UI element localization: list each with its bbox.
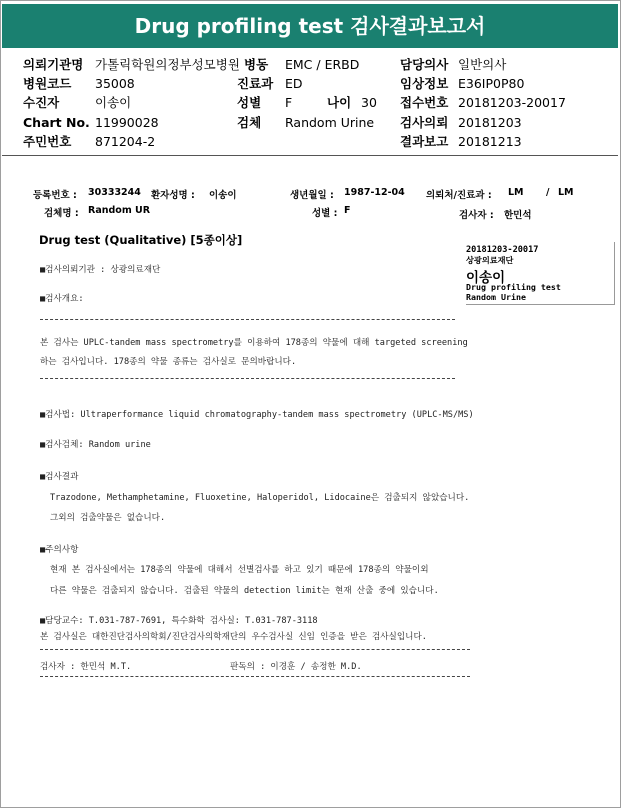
department-value: ED	[285, 76, 303, 91]
header-label: Chart No.	[23, 115, 90, 130]
stamp-name: 이송이	[466, 270, 506, 286]
header-label: 성별	[237, 95, 262, 110]
header-label: 수진자	[23, 95, 60, 110]
result-text: 그외의 검출약물은 없습니다.	[50, 513, 166, 523]
dept-label: 의뢰처/진료과 :	[426, 190, 492, 201]
header-label: 병동	[244, 57, 269, 72]
hospital-code: 35008	[95, 76, 135, 91]
lab-line: ■검사의뢰기관 : 상광의료재단	[40, 265, 161, 275]
overview-text: 하는 검사입니다. 178종의 약물 종류는 검사실로 문의바랍니다.	[40, 357, 297, 367]
header-divider	[2, 155, 618, 156]
divider	[40, 378, 455, 379]
accession-number: 20181203-20017	[458, 95, 566, 110]
patient-name: 이송이	[95, 95, 132, 110]
dept-value: LM	[508, 187, 524, 198]
header-label: 검체	[237, 115, 262, 130]
request-date: 20181203	[458, 115, 522, 130]
header-label: 접수번호	[400, 95, 449, 110]
specimen-label: 검체명 :	[44, 208, 79, 219]
divider	[40, 676, 470, 677]
header-label: 결과보고	[400, 134, 449, 149]
patient-value: 이송이	[209, 190, 237, 201]
examiner-label: 검사자 :	[459, 210, 494, 221]
specimen-value: Random UR	[88, 205, 151, 216]
divider	[40, 649, 470, 650]
patient-label: 환자성명 :	[151, 190, 195, 201]
reg-label: 등록번호 :	[33, 190, 77, 201]
examiner-value: 한민석	[504, 210, 532, 221]
divider	[40, 319, 455, 320]
method-line: ■검사법: Ultraperformance liquid chromatography-tandem mass spectrometry (UPLC-MS/MS)	[40, 410, 474, 420]
header-label: 병원코드	[23, 76, 72, 91]
overview-text: 본 검사는 UPLC-tandem mass spectrometry를 이용하여 178종의 약물에 대해 targeted screening	[40, 338, 468, 348]
sex-value: F	[285, 95, 293, 110]
chart-number: 11990028	[95, 115, 159, 130]
ward-value: EMC / ERBD	[285, 57, 360, 72]
certification-line: 본 검사실은 대한진단검사의학회/진단검사의학재단의 우수검사실 신임 인증을 받은 검사실입니다.	[40, 632, 427, 642]
specimen-value: Random Urine	[285, 115, 375, 130]
stamp-accession: 20181203-20017	[466, 245, 539, 255]
scanned-report	[26, 183, 620, 773]
dept-value: LM	[558, 187, 574, 198]
dob-label: 생년월일 :	[290, 190, 334, 201]
specimen-stamp	[466, 242, 615, 305]
header-label: 진료과	[237, 76, 274, 91]
test-title: Drug test (Qualitative) [5종이상]	[39, 233, 243, 247]
age-value: 30	[361, 95, 377, 110]
header-label: 임상정보	[400, 76, 449, 91]
clinical-info: E36IP0P80	[458, 76, 525, 91]
stamp-test: Drug profiling test	[466, 282, 561, 292]
caution-heading: ■주의사항	[40, 545, 79, 555]
report-title: Drug profiling test 검사결과보고서	[2, 4, 618, 48]
overview-heading: ■검사개요:	[40, 294, 84, 304]
specimen-line: ■검사검체: Random urine	[40, 440, 151, 450]
stamp-lab: 상광의료재단	[466, 255, 514, 265]
header-label: 의뢰기관명	[23, 57, 84, 72]
sex-label: 성별 :	[312, 208, 338, 219]
dob-value: 1987-12-04	[344, 187, 405, 198]
result-text: Trazodone, Methamphetamine, Fluoxetine, Haloperidol, Lidocaine은 검출되지 않았습니다.	[50, 493, 470, 503]
result-heading: ■검사결과	[40, 472, 79, 482]
header-label: 나이	[327, 95, 352, 110]
dept-slash: /	[546, 187, 550, 198]
resident-number: 871204-2	[95, 134, 156, 149]
header-label: 검사의뢰	[400, 115, 449, 130]
caution-text: 현재 본 검사실에서는 178종의 약물에 대해서 선별검사를 하고 있기 때문에 178종의 약물이외	[50, 565, 429, 575]
doctor-value: 일반의사	[458, 57, 507, 72]
sex-value: F	[344, 205, 351, 216]
report-date: 20181213	[458, 134, 522, 149]
footer-examiner: 검사자 : 한민석 M.T.	[40, 662, 132, 672]
caution-text: 다른 약물은 검출되지 않습니다. 검출된 약물의 detection limit는 현재 산출 중에 있습니다.	[50, 586, 439, 596]
hospital-name: 가톨릭학원의정부성모병원	[95, 57, 240, 72]
contact-line: ■담당교수: T.031-787-7691, 특수화학 검사실: T.031-787-3118	[40, 616, 318, 626]
reg-value: 30333244	[88, 187, 141, 198]
header-label: 담당의사	[400, 57, 449, 72]
footer-reader: 판독의 : 이경훈 / 송정한 M.D.	[230, 662, 362, 672]
header-label: 주민번호	[23, 134, 72, 149]
stamp-specimen: Random Urine	[466, 292, 526, 302]
